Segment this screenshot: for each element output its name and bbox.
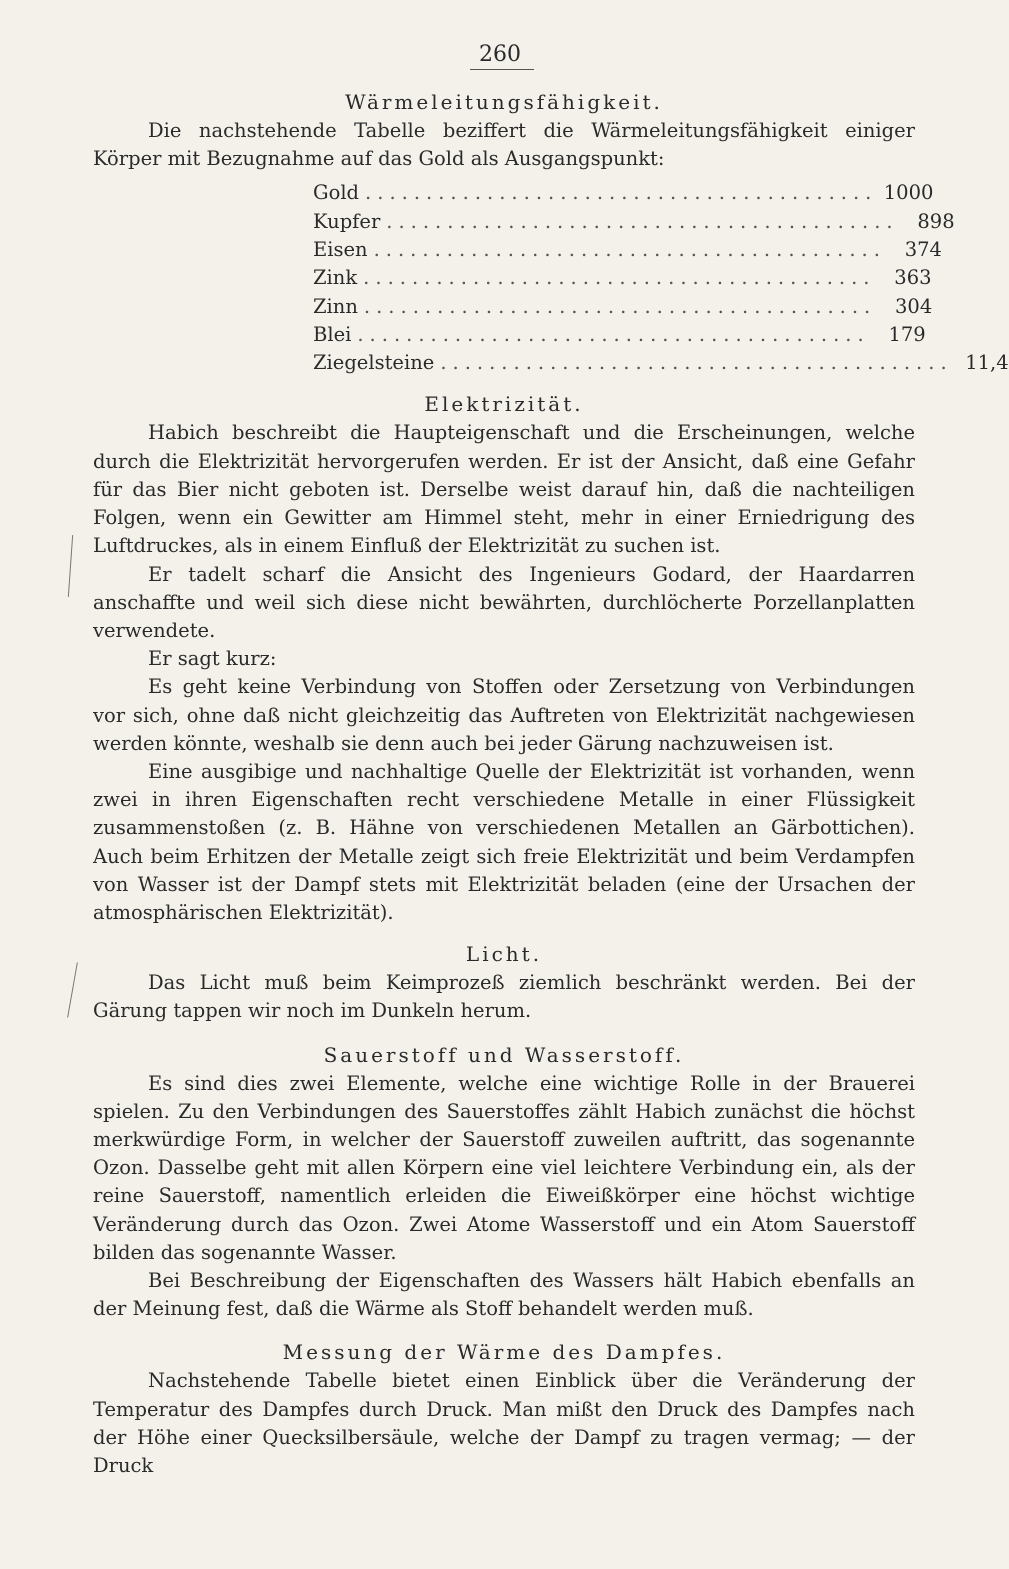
- leader-dots: ..........................................: [373, 238, 886, 261]
- table-cell-name: Gold: [313, 181, 360, 205]
- paragraph: Habich beschreibt die Haupteigenschaft und die Erscheinungen, welche durch die Elektrizität hervorgerufen werden. Er ist der Ansicht, daß eine Gefahr für das Bier nicht geboten ist. Derselbe weist darauf hin, daß die nachteiligen Folgen, wenn ein Gewitter am Himmel steht, mehr in einer Erniedrigung des Luftdruckes, als in einem Einfluß der Elektrizität zu suchen ist.: [93, 421, 915, 558]
- heading-elektrizitaet: Elektrizität.: [424, 392, 584, 417]
- paragraph: Das Licht muß beim Keimprozeß ziemlich beschränkt werden. Bei der Gärung tappen wir noch im Dunkeln herum.: [93, 971, 915, 1023]
- spacer: [93, 927, 915, 939]
- table-cell-name: Zinn: [313, 294, 358, 318]
- table-cell-name: Blei: [313, 322, 352, 346]
- leader-dots: ..........................................: [363, 266, 876, 290]
- table-cell-value: 1000: [883, 181, 934, 205]
- table-cell-value: 898: [917, 209, 955, 233]
- heading-licht: Licht.: [465, 942, 543, 967]
- table-row: [313, 321, 926, 349]
- heading-waerme: Wärmeleitungsfähigkeit.: [345, 90, 663, 114]
- leader-dots: ..........................................: [363, 294, 877, 318]
- table-cell-name: Ziegelsteine: [313, 351, 435, 375]
- table-cell-value: 374: [904, 238, 942, 261]
- table-cell-value: 179: [888, 322, 926, 346]
- paragraph: Er sagt kurz:: [148, 647, 277, 671]
- leader-dots: ..........................................: [365, 181, 878, 205]
- margin-mark: [68, 535, 73, 597]
- spacer: [93, 1026, 915, 1040]
- leader-dots: ..........................................: [440, 351, 953, 375]
- table-cell-value: 11,4: [965, 351, 1009, 375]
- paragraph: Eine ausgibige und nachhaltige Quelle der Elektrizität ist vorhanden, wenn zwei in ihren Eigenschaften recht verschiedene Metalle in einer Flüssigkeit zusammenstoßen (z. B. Hähne von verschiedenen Metallen an Gärbottichen). Auch beim Erhitzen der Metalle zeigt sich freie Elektrizität und beim Verdampfen von Wasser ist der Dampf stets mit Elektrizität beladen (eine der Ursachen der atmosphärischen Elektrizität).: [93, 759, 915, 924]
- margin-mark: [67, 962, 78, 1017]
- paragraph: Es sind dies zwei Elemente, welche eine wichtige Rolle in der Brauerei spielen. Zu den Verbindungen des Sauerstoffes zählt Habich zunächst die höchst merkwürdige Form, in welcher der Sauerstoff zuweilen auftritt, das sogenannte Ozon. Dasselbe geht mit allen Körpern eine viel leichtere Verbindung ein, als der reine Sauerstoff, namentlich erleiden die Eiweißkörper eine höchst wichtige Veränderung durch das Ozon. Zwei Atome Wasserstoff und ein Atom Sauerstoff bilden das sogenannte Wasser.: [93, 1071, 915, 1264]
- table-cell-value: 363: [894, 266, 932, 290]
- paragraph: Bei Beschreibung der Eigenschaften des Wassers hält Habich ebenfalls an der Meinung fest, daß die Wärme als Stoff behandelt werden muß.: [93, 1268, 915, 1321]
- conductivity-table: [313, 179, 1009, 377]
- table-row: [313, 236, 942, 264]
- table-row: [313, 208, 955, 236]
- paragraph: Nachstehende Tabelle bietet einen Einblick über die Veränderung der Temperatur des Dampfes durch Druck. Man mißt den Druck des Dampfes nach der Höhe einer Quecksilbersäule, welche der Dampf zu tragen vermag; — der Druck: [93, 1369, 915, 1477]
- paragraph: Die nachstehende Tabelle beziffert die Wärmeleitungsfähigkeit einiger Körper mit Bezugnahme auf das Gold als Ausgangspunkt:: [93, 119, 915, 171]
- leader-dots: ..........................................: [357, 322, 870, 346]
- table-row: [313, 264, 932, 292]
- table-cell-name: Zink: [313, 266, 358, 290]
- paragraph: Er tadelt scharf die Ansicht des Ingenieurs Godard, der Haardarren anschaffte und weil sich diese nicht bewährten, durchlöcherte Porzellanplatten verwendete.: [93, 562, 915, 642]
- page-number-rule: [470, 69, 534, 70]
- table-row: [313, 179, 934, 207]
- page-number: 260: [479, 42, 521, 67]
- table-cell-value: 304: [895, 294, 933, 318]
- table-cell-name: Kupfer: [313, 209, 381, 233]
- table-cell-name: Eisen: [313, 238, 368, 261]
- spacer: [93, 1323, 915, 1337]
- page-content: [93, 87, 1009, 1480]
- heading-sauerstoff: Sauerstoff und Wasserstoff.: [323, 1042, 685, 1067]
- heading-messung: Messung der Wärme des Dampfes.: [282, 1340, 726, 1365]
- leader-dots: ..........................................: [386, 209, 899, 233]
- table-row: [313, 349, 1009, 377]
- paragraph: Es geht keine Verbindung von Stoffen oder Zersetzung von Verbindungen vor sich, ohne daß nicht gleichzeitig das Auftreten von Elektrizität nachgewiesen werden könnte, weshalb sie denn auch bei jeder Gärung nachzuweisen ist.: [93, 675, 915, 755]
- table-row: [313, 293, 933, 321]
